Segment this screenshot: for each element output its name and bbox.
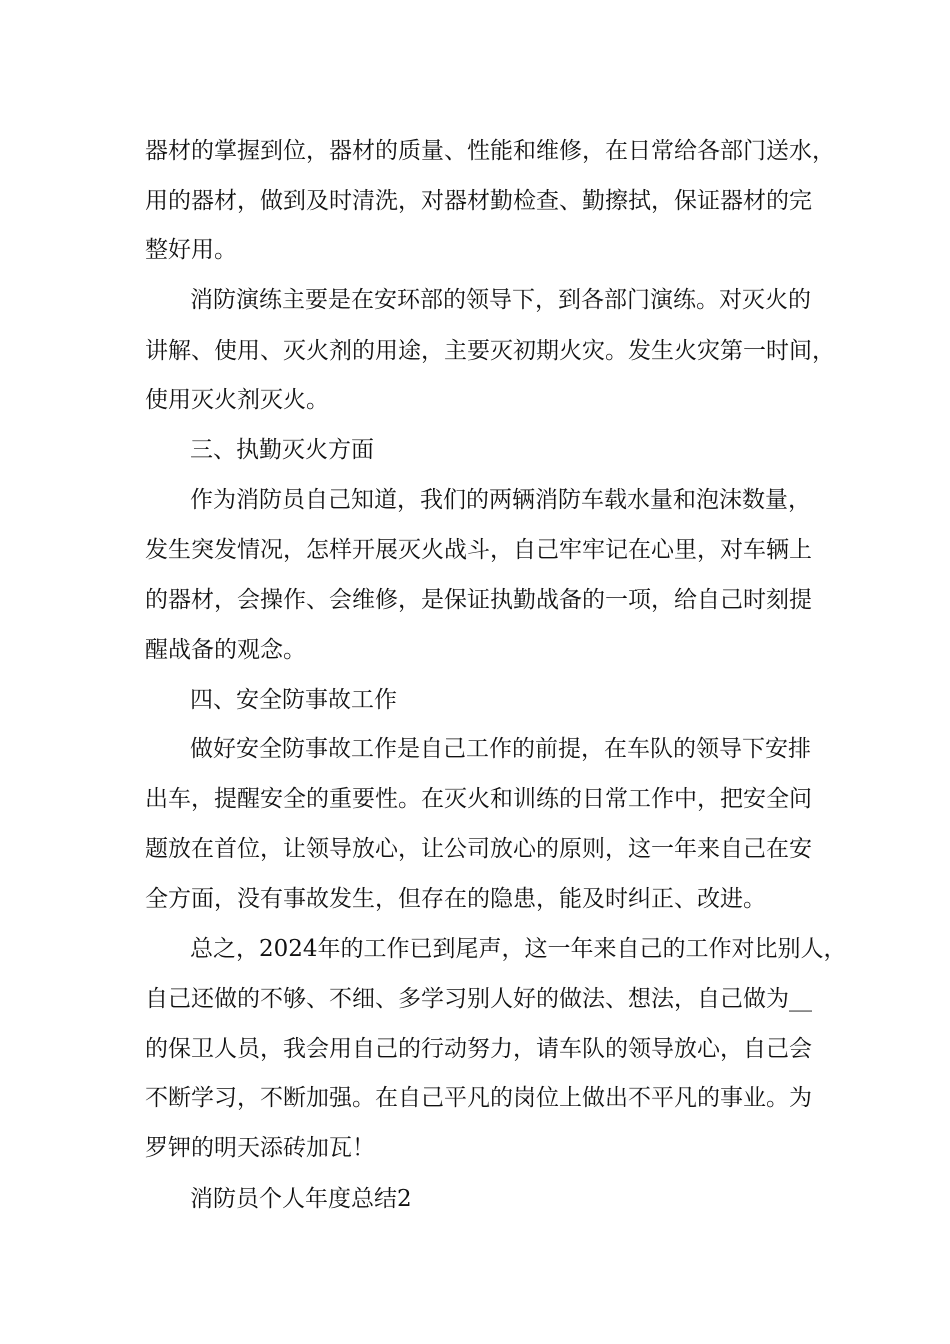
- section-heading: 四、安全防事故工作: [190, 687, 397, 713]
- text-line: 题放在首位，让领导放心，让公司放心的原则，这一年来自己在安: [145, 836, 812, 862]
- text-line: 全方面，没有事故发生，但存在的隐患，能及时纠正、改进。: [145, 886, 766, 912]
- text-line: 的器材，会操作、会维修，是保证执勤战备的一项，给自己时刻提: [145, 587, 812, 613]
- text-line: 讲解、使用、灭火剂的用途，主要灭初期火灾。发生火灾第一时间，: [145, 338, 835, 364]
- text-line: 出车，提醒安全的重要性。在灭火和训练的日常工作中，把安全问: [145, 786, 812, 812]
- text-line: 用的器材，做到及时清洗，对器材勤检查、勤擦拭，保证器材的完: [145, 188, 812, 214]
- paragraph-start: 消防演练主要是在安环部的领导下，到各部门演练。对灭火的: [190, 287, 811, 313]
- document-subtitle: 消防员个人年度总结2: [190, 1186, 412, 1212]
- text-line: 醒战备的观念。: [145, 637, 306, 663]
- text-line: 发生突发情况，怎样开展灭火战斗，自己牢牢记在心里，对车辆上: [145, 537, 812, 563]
- text-line: 的保卫人员，我会用自己的行动努力，请车队的领导放心，自己会: [145, 1036, 812, 1062]
- paragraph-start: 总之，2024年的工作已到尾声，这一年来自己的工作对比别人，: [190, 936, 847, 962]
- text-line: 不断学习，不断加强。在自己平凡的岗位上做出不平凡的事业。为: [145, 1085, 812, 1111]
- text-line: 自己还做的不够、不细、多学习别人好的做法、想法，自己做为__: [145, 986, 812, 1012]
- paragraph-start: 作为消防员自己知道，我们的两辆消防车载水量和泡沫数量，: [190, 487, 811, 513]
- paragraph-start: 做好安全防事故工作是自己工作的前提，在车队的领导下安排: [190, 736, 811, 762]
- text-line: 整好用。: [145, 237, 237, 263]
- text-line: 使用灭火剂灭火。: [145, 387, 329, 413]
- text-line: 罗钾的明天添砖加瓦！: [145, 1135, 375, 1161]
- section-heading: 三、执勤灭火方面: [190, 437, 374, 463]
- text-line: 器材的掌握到位，器材的质量、性能和维修，在日常给各部门送水，: [145, 138, 835, 164]
